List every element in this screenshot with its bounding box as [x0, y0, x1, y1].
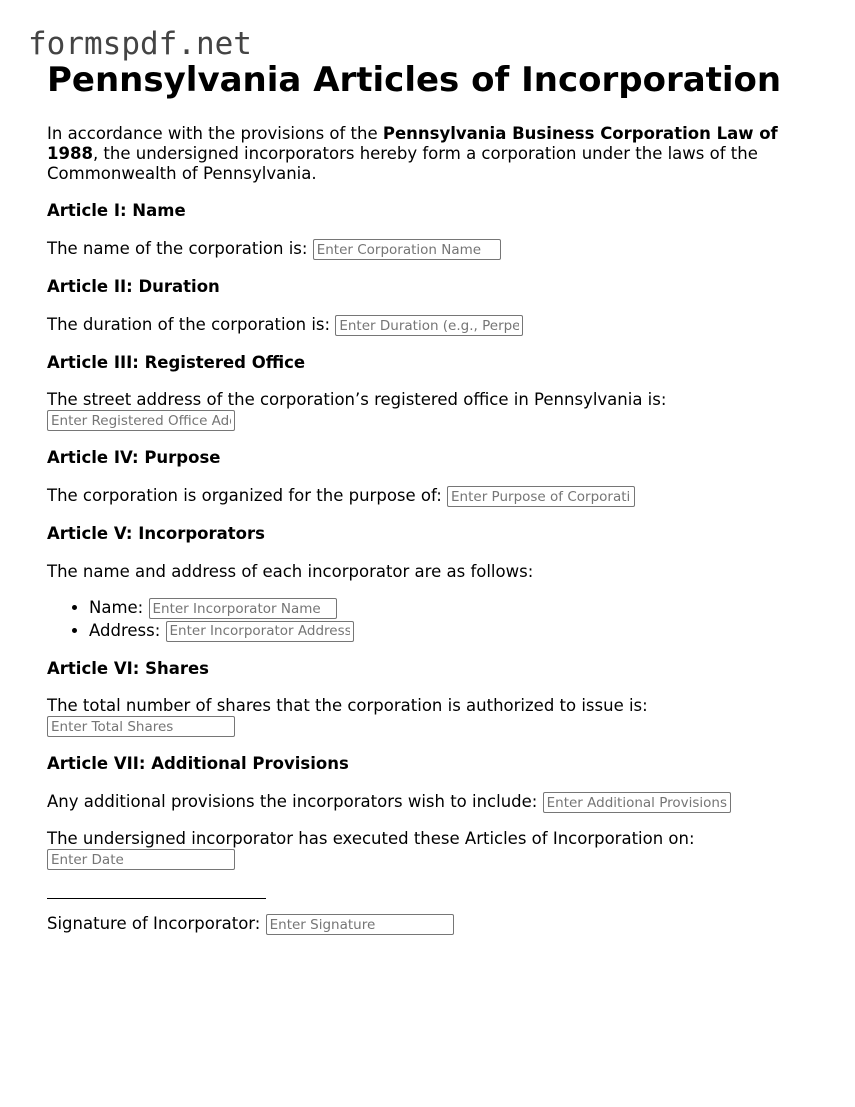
article-6-label: The total number of shares that the corporation is authorized to issue is:	[47, 696, 648, 715]
intro-prefix: In accordance with the provisions of the	[47, 124, 383, 143]
signature-row	[47, 913, 817, 935]
article-2-label: The duration of the corporation is:	[47, 315, 331, 334]
page-title: Pennsylvania Articles of Incorporation	[47, 60, 782, 100]
article-7-text	[47, 791, 817, 813]
intro-law-name: Pennsylvania Business Corporation Law of 1988	[47, 124, 778, 163]
article-2-text	[47, 314, 817, 336]
article-1-text	[47, 238, 817, 260]
signature-label: Signature of Incorporator:	[47, 914, 261, 933]
article-6-heading: Article VI: Shares	[47, 659, 209, 678]
list-item	[89, 597, 817, 620]
article-5-heading: Article V: Incorporators	[47, 524, 265, 543]
incorporator-name-label: Name:	[89, 598, 144, 617]
article-1-label: The name of the corporation is:	[47, 239, 308, 258]
corporation-name-input[interactable]	[313, 239, 501, 260]
article-7-label: Any additional provisions the incorporators wish to include:	[47, 792, 538, 811]
article-1-heading: Article I: Name	[47, 201, 186, 220]
registered-office-input[interactable]	[47, 410, 235, 431]
incorporator-address-input[interactable]	[166, 621, 354, 642]
article-4-heading: Article IV: Purpose	[47, 448, 221, 467]
total-shares-input[interactable]	[47, 716, 235, 737]
purpose-input[interactable]	[447, 486, 635, 507]
article-3-text	[47, 390, 817, 431]
execution-text	[47, 829, 817, 870]
execution-label: The undersigned incorporator has executed these Articles of Incorporation on:	[47, 829, 695, 848]
site-watermark: formspdf.net	[28, 26, 252, 62]
incorporator-address-label: Address:	[89, 620, 161, 640]
signature-input[interactable]	[266, 914, 454, 935]
additional-provisions-input[interactable]	[543, 792, 731, 813]
article-4-label: The corporation is organized for the purpose of:	[47, 486, 442, 505]
incorporator-name-input[interactable]	[149, 598, 337, 619]
article-7-heading: Article VII: Additional Provisions	[47, 754, 349, 773]
article-6-text	[47, 696, 817, 737]
list-item	[89, 620, 817, 643]
duration-input[interactable]	[335, 315, 523, 336]
article-3-heading: Article III: Registered Office	[47, 353, 306, 372]
article-3-label: The street address of the corporation’s registered office in Pennsylvania is:	[47, 390, 667, 409]
article-5-text: The name and address of each incorporator are as follows:	[47, 562, 534, 581]
form-page	[47, 58, 817, 935]
article-4-text	[47, 485, 817, 507]
signature-line	[47, 898, 266, 899]
article-2-heading: Article II: Duration	[47, 277, 220, 296]
execution-date-input[interactable]	[47, 849, 235, 870]
intro-paragraph	[47, 124, 817, 184]
intro-suffix: , the undersigned incorporators hereby form a corporation under the laws of the Commonwealth of Pennsylvania.	[47, 144, 758, 183]
incorporator-list	[47, 597, 817, 642]
